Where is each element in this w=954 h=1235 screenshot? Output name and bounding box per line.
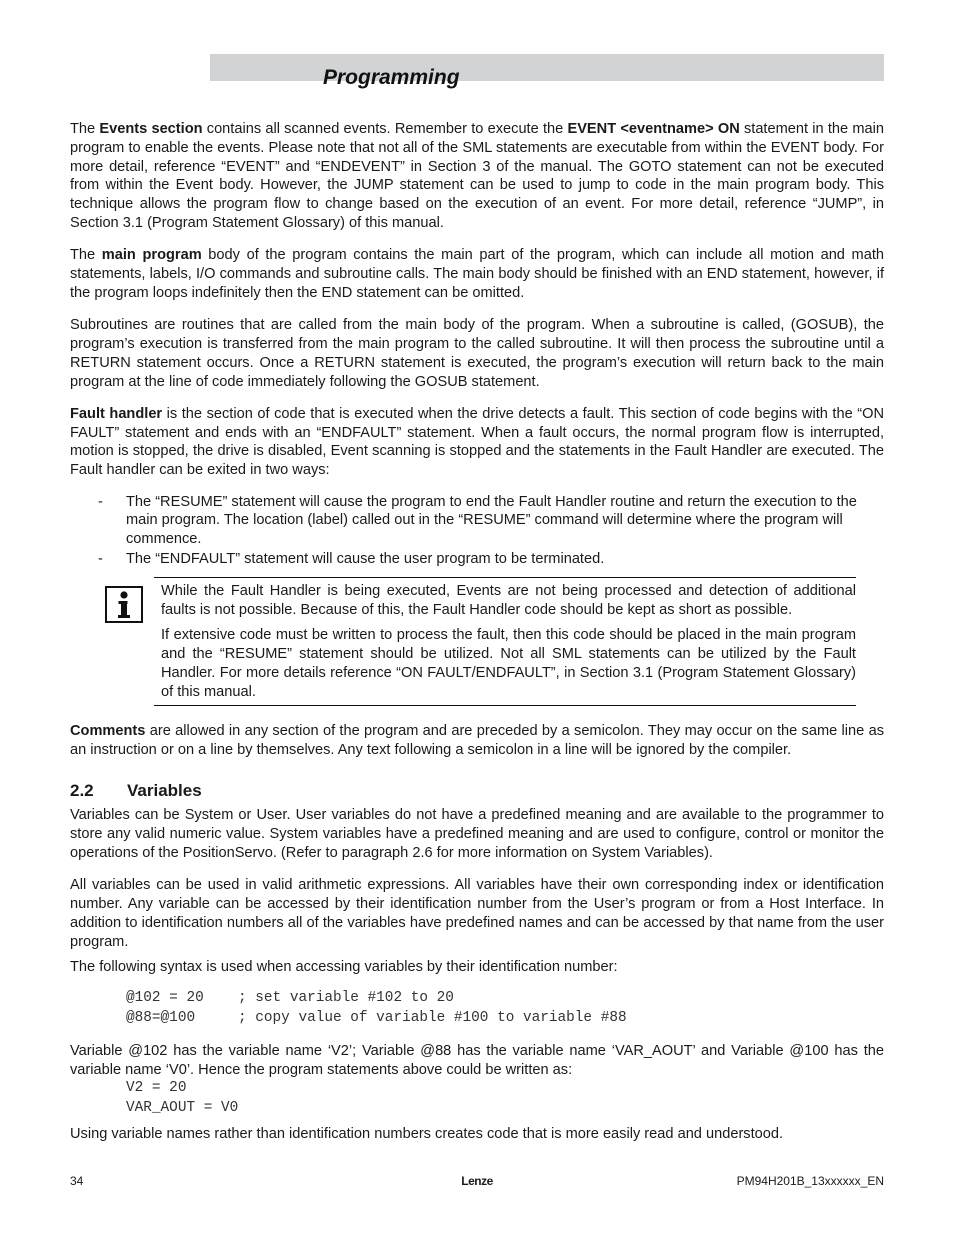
fault-handler-term: Fault handler [70,405,163,422]
events-paragraph: The Events section contains all scanned events. Remember to execute the EVENT <eventname> ON statement in the main program to enable the events. Please note that not all of the SML statements are executable from within the EVENT body. For more detail, reference “EVENT” and “ENDEVENT” in Section 3 of the manual. The GOTO statement can not be executed from within the Event body. However, the JUMP statement can be used to jump to code in the main program body. This technique allows the program flow to change based on the execution of an event. For more detail, reference “JUMP”, in Section 3.1 (Program Statement Glossary) of this manual. [70,121,884,231]
page-number: 34 [70,1174,84,1188]
page-content [70,120,884,1157]
variables-paragraph-3: The following syntax is used when accessing variables by their identification number: [70,959,618,976]
page-title: Programming [323,66,460,89]
page-footer [70,1174,884,1190]
info-icon [105,586,143,623]
code-block-identifiers [126,989,884,1029]
code-line: V2 = 20 [126,1080,187,1097]
brand-logo: Lenze [461,1174,493,1188]
main-program-paragraph: The main program body of the program contains the main part of the program, which can include all motion and math statements, labels, I/O commands and subroutine calls. The main body should be finished with an END statement, however, if the program loops indefinitely then the END statement can be omitted. [70,247,884,301]
comments-paragraph: Comments are allowed in any section of the program and are preceded by a semicolon. They may occur on the same line as an instruction or on a line by themselves. Any text following a semicolon in a line will be ignored by the compiler. [70,722,884,758]
section-title: Variables [127,781,202,801]
document-id: PM94H201B_13xxxxxx_EN [736,1174,884,1188]
code-line: @88=@100 ; copy value of variable #100 to variable #88 [126,1010,627,1026]
variables-paragraph-1: Variables can be System or User. User variables do not have a predefined meaning and are available to the programmer to store any valid numeric value. System variables have a predefined meaning and are used to configure, control or monitor the operations of the PositionServo. (Refer to paragraph 2.6 for more information on System Variables). [70,807,884,861]
list-item: - The “ENDFAULT” statement will cause the user program to be terminated. [98,550,605,567]
header-bar [210,54,884,81]
code-block-names [126,1079,884,1119]
section-number: 2.2 [70,781,94,801]
variables-paragraph-2: All variables can be used in valid arithmetic expressions. All variables have their own corresponding index or identification number. Any variable can be accessed by their identification number from the User’s program or from a Host Interface. In addition to identification numbers all of the variables have predefined names and can be accessed by that name from the user program. [70,877,884,950]
note-text-box [154,577,856,706]
note-paragraph-1: While the Fault Handler is being executed, Events are not being processed and detection of additional faults is not possible. Because of this, the Fault Handler code should be kept as short as possible. [161,582,856,618]
comments-term: Comments [70,722,146,739]
section-heading [70,780,884,802]
code-line: VAR_AOUT = V0 [126,1100,239,1117]
list-item: - The “RESUME” statement will cause the program to end the Fault Handler routine and return the execution to the main program. The location (label) called out in the “RESUME” command will determine where the program will commence. [98,493,857,548]
info-note [70,577,884,704]
note-paragraph-2: If extensive code must be written to process the fault, then this code should be placed in the main program and the “RESUME” statement should be utilized. Not all SML statements can be utilized by the Fault Handler. For more details reference “ON FAULT/ENDFAULT”, in Section 3.1 (Program Statement Glossary) of this manual. [161,627,856,700]
code-line: @102 = 20 ; set variable #102 to 20 [126,990,454,1007]
events-term: Events section [99,121,203,137]
subroutines-paragraph: Subroutines are routines that are called from the main body of the program. When a subroutine is called, (GOSUB), the program’s execution is transferred from the main program to the called subroutine. It will then process the subroutine until a RETURN statement occurs. Once a RETURN statement is executed, the program’s execution will return back to the main program at the line of code immediately following the GOSUB statement. [70,317,884,390]
exit-methods-list [70,493,884,569]
fault-handler-paragraph: Fault handler is the section of code that is executed when the drive detects a fault. This section of code begins with the “ON FAULT” statement and ends with an “ENDFAULT” statement. When a fault occurs, the normal program flow is interrupted, motion is stopped, the drive is disabled, Event scanning is stopped and the statements in the Fault Handler are executed. The Fault handler can be exited in two ways: [70,405,885,479]
event-statement: EVENT <eventname> ON [567,121,740,137]
variables-paragraph-5: Using variable names rather than identification numbers creates code that is more easily read and understood. [70,1125,784,1142]
variables-paragraph-4: Variable @102 has the variable name ‘V2’; Variable @88 has the variable name ‘VAR_AOUT’ and Variable @100 has the variable name ‘V0’. Hence the program statements above could be written as: [70,1042,884,1078]
main-program-term: main program [101,247,202,264]
